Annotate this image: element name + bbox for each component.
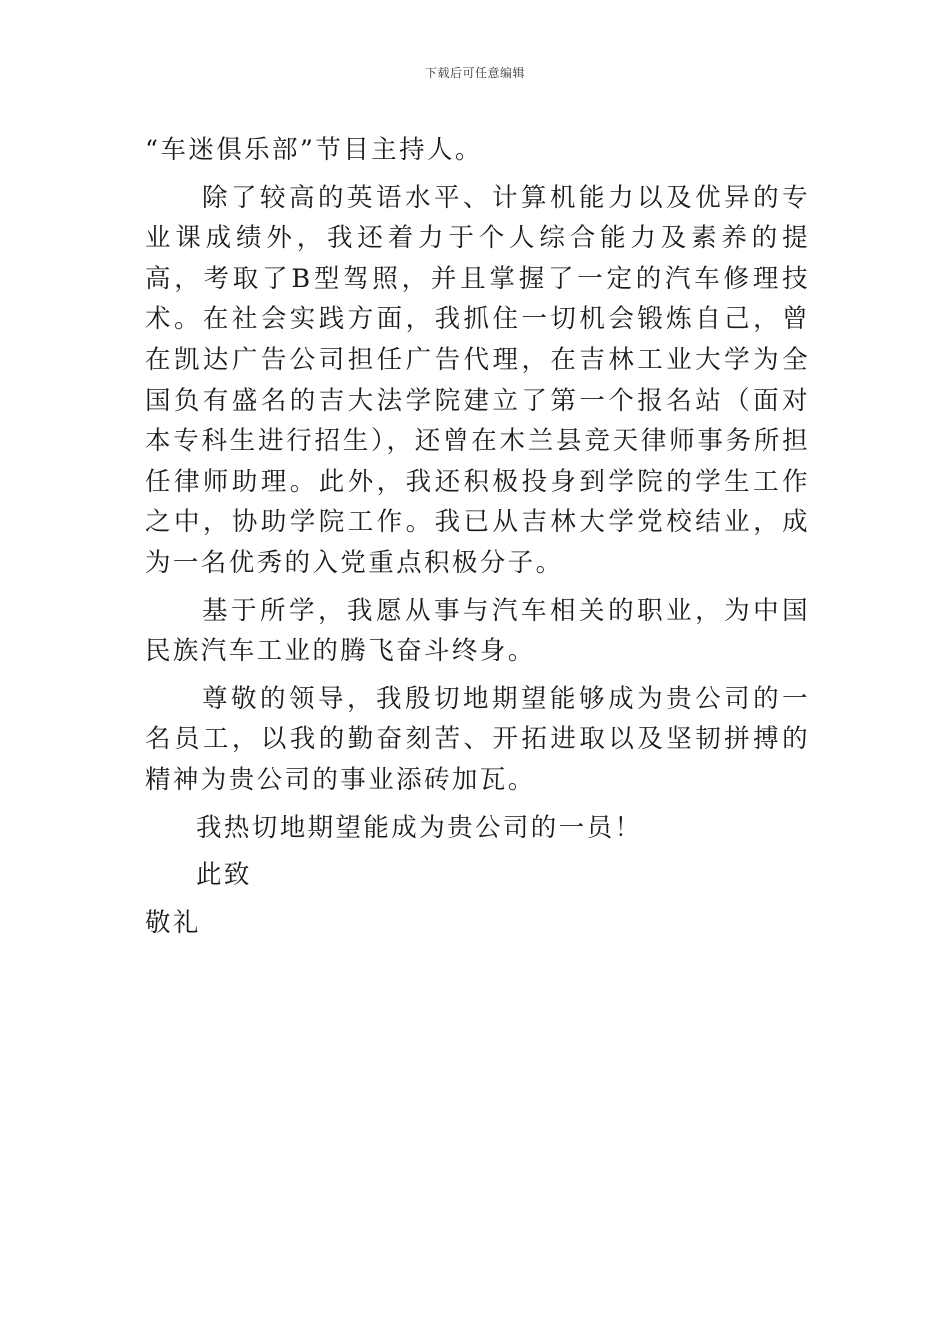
page-header-note: 下载后可任意编辑 [424,66,525,80]
paragraph-wish: 我热切地期望能成为贵公司的一员！ [196,812,643,843]
paragraph-career-goal: 基于所学，我愿从事与汽车相关的职业，为中国民族汽车工业的腾飞奋斗终身。 [145,595,810,667]
letter-salutation: 敬礼 [145,907,201,938]
letter-body [145,130,810,943]
paragraph-continued: “车迷俱乐部”节目主持人。 [145,135,483,165]
paragraph-request: 尊敬的领导，我殷切地期望能够成为贵公司的一名员工，以我的勤奋刻苦、开拓进取以及坚韧拼搏的精神为贵公司的事业添砖加瓦。 [145,683,810,795]
letter-closing: 此致 [196,860,252,891]
paragraph-skills: 除了较高的英语水平、计算机能力以及优异的专业课成绩外，我还着力于个人综合能力及素养的提高，考取了B型驾照，并且掌握了一定的汽车修理技术。在社会实践方面，我抓住一切机会锻炼自己，曾在凯达广告公司担任广告代理，在吉林工业大学为全国负有盛名的吉大法学院建立了第一个报名站（面对本专科生进行招生），还曾在木兰县竞天律师事务所担任律师助理。此外，我还积极投身到学院的学生工作之中，协助学院工作。我已从吉林大学党校结业，成为一名优秀的入党重点积极分子。 [145,182,810,578]
